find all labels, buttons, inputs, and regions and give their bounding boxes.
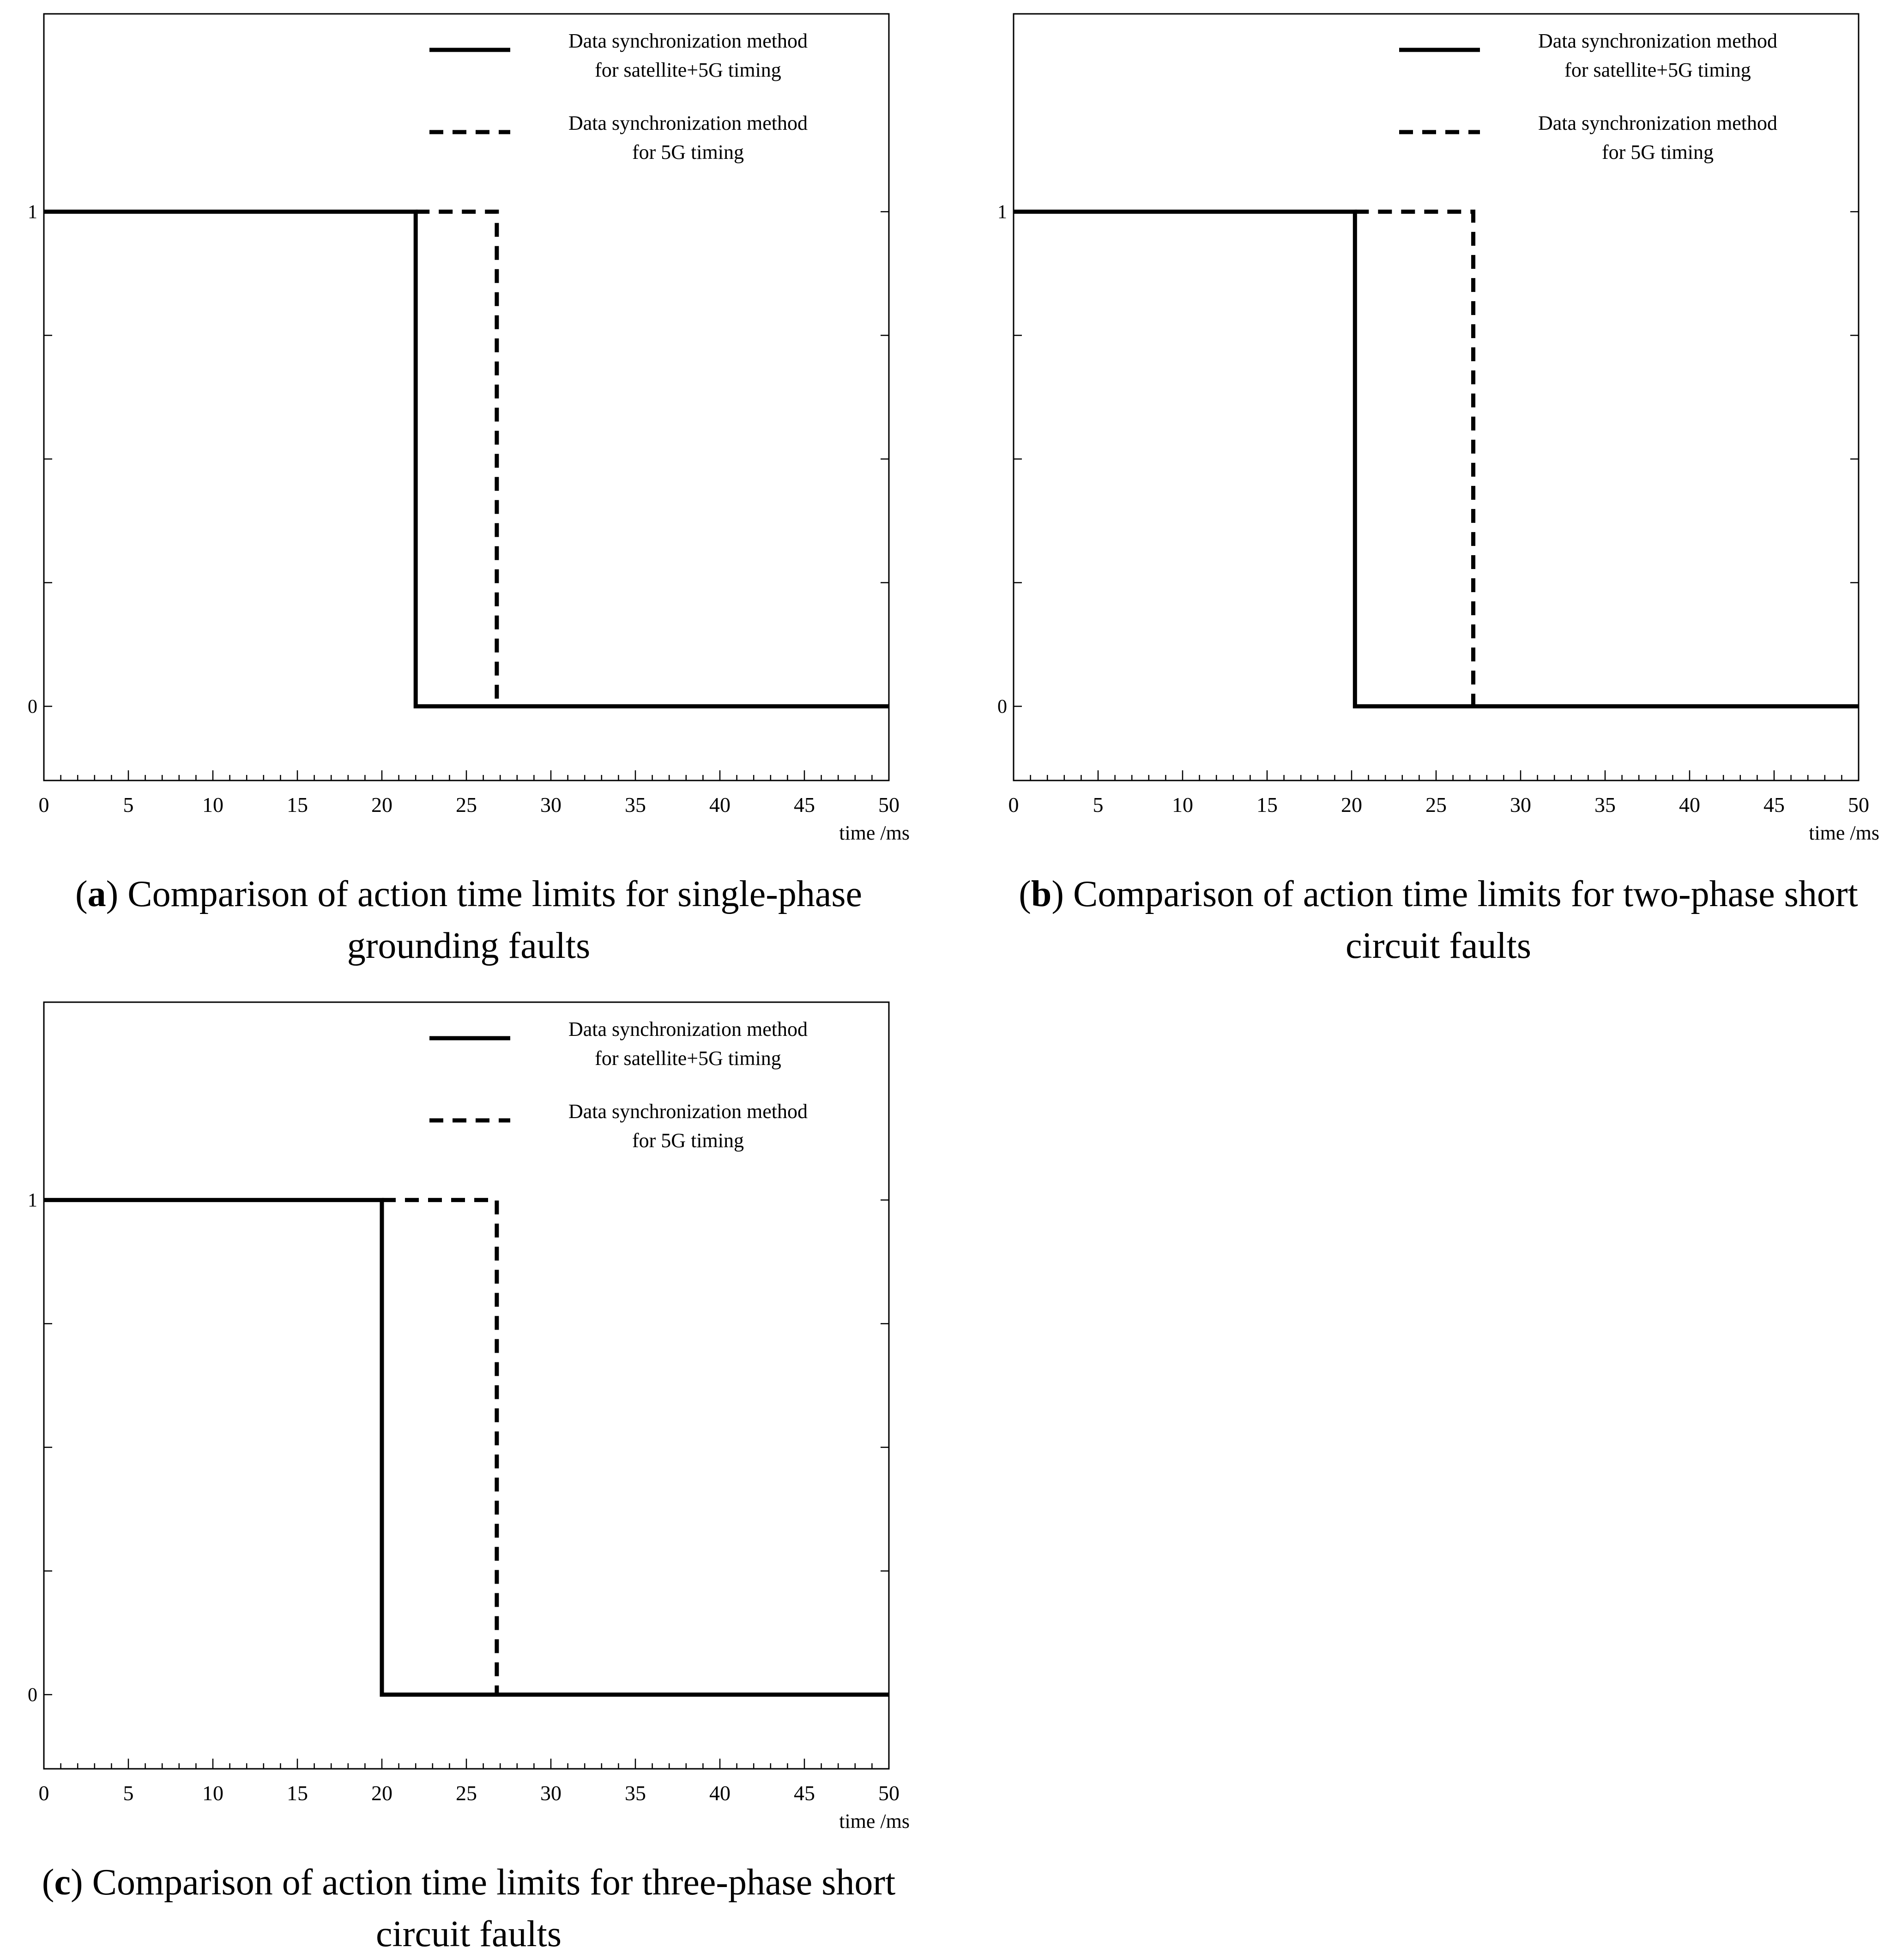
legend-label: Data synchronization method: [568, 30, 808, 52]
legend-label: Data synchronization method: [568, 1018, 808, 1040]
legend-label: Data synchronization method: [1538, 112, 1778, 134]
series-satellite-5g-line: [44, 212, 889, 706]
legend-label: for 5G timing: [632, 141, 744, 163]
x-tick-label: 40: [709, 793, 731, 817]
x-tick-label: 25: [456, 793, 477, 817]
series-satellite-5g-line: [44, 1200, 889, 1694]
x-tick-label: 10: [1172, 793, 1193, 817]
chart-b: [970, 0, 1898, 854]
y-tick-label: 0: [997, 696, 1007, 718]
legend-label: Data synchronization method: [568, 1100, 808, 1123]
caption-c-text: Comparison of action time limits for three-phase short circuit faults: [92, 1862, 896, 1954]
caption-b-text: Comparison of action time limits for two-phase short circuit faults: [1073, 874, 1858, 966]
legend-label: for 5G timing: [632, 1129, 744, 1152]
x-axis-label: time /ms: [839, 1810, 910, 1833]
legend-label: for satellite+5G timing: [595, 1047, 781, 1070]
series-satellite-5g-line: [1014, 212, 1859, 706]
x-tick-label: 15: [287, 793, 308, 817]
caption-b-letter: b: [1031, 874, 1052, 914]
caption-a: (a) Comparison of action time limits for single-phase grounding faults: [75, 874, 863, 966]
x-tick-label: 0: [38, 793, 49, 817]
x-tick-label: 40: [709, 1781, 731, 1805]
x-axis-label: time /ms: [839, 822, 910, 844]
series-5g-line: [1355, 212, 1473, 706]
x-tick-label: 25: [456, 1781, 477, 1805]
legend-label: Data synchronization method: [568, 112, 808, 134]
x-tick-label: 0: [1008, 793, 1019, 817]
x-tick-label: 50: [878, 793, 900, 817]
x-tick-label: 35: [625, 793, 646, 817]
y-tick-label: 1: [28, 201, 37, 223]
x-tick-label: 25: [1425, 793, 1447, 817]
series-5g-line: [382, 1200, 497, 1694]
x-tick-label: 45: [794, 793, 815, 817]
x-tick-label: 50: [878, 1781, 900, 1805]
chart-a: [0, 0, 928, 854]
x-tick-label: 5: [123, 1781, 134, 1805]
x-tick-label: 35: [625, 1781, 646, 1805]
chart-c: [0, 988, 928, 1843]
legend-label: Data synchronization method: [1538, 30, 1778, 52]
x-tick-label: 20: [371, 793, 392, 817]
x-tick-label: 5: [1093, 793, 1104, 817]
x-tick-label: 35: [1594, 793, 1616, 817]
x-tick-label: 50: [1848, 793, 1869, 817]
x-axis-label: time /ms: [1809, 822, 1879, 844]
caption-b: (b) Comparison of action time limits for two-phase short circuit faults: [1019, 874, 1858, 966]
chart-panel-a: [0, 0, 928, 966]
x-tick-label: 15: [287, 1781, 308, 1805]
y-tick-label: 0: [28, 696, 37, 718]
x-tick-label: 15: [1256, 793, 1278, 817]
x-tick-label: 5: [123, 793, 134, 817]
series-5g-line: [416, 212, 497, 706]
x-tick-label: 20: [371, 1781, 392, 1805]
x-tick-label: 20: [1341, 793, 1362, 817]
legend-label: for 5G timing: [1602, 141, 1714, 163]
x-tick-label: 45: [794, 1781, 815, 1805]
x-tick-label: 30: [540, 793, 562, 817]
caption-c-letter: c: [54, 1862, 71, 1903]
caption-c: (c) Comparison of action time limits for three-phase short circuit faults: [42, 1862, 896, 1954]
legend-label: for satellite+5G timing: [595, 59, 781, 81]
y-tick-label: 1: [997, 201, 1007, 223]
x-tick-label: 30: [1510, 793, 1531, 817]
y-tick-label: 1: [28, 1190, 37, 1211]
x-tick-label: 0: [38, 1781, 49, 1805]
x-tick-label: 10: [202, 1781, 223, 1805]
x-tick-label: 40: [1679, 793, 1700, 817]
x-tick-label: 45: [1763, 793, 1785, 817]
legend-label: for satellite+5G timing: [1564, 59, 1751, 81]
chart-panel-b: [970, 0, 1898, 966]
x-tick-label: 10: [202, 793, 223, 817]
chart-panel-c: [0, 988, 928, 1954]
caption-a-text: Comparison of action time limits for single-phase grounding faults: [127, 874, 863, 966]
caption-a-letter: a: [87, 874, 106, 914]
x-tick-label: 30: [540, 1781, 562, 1805]
y-tick-label: 0: [28, 1684, 37, 1706]
